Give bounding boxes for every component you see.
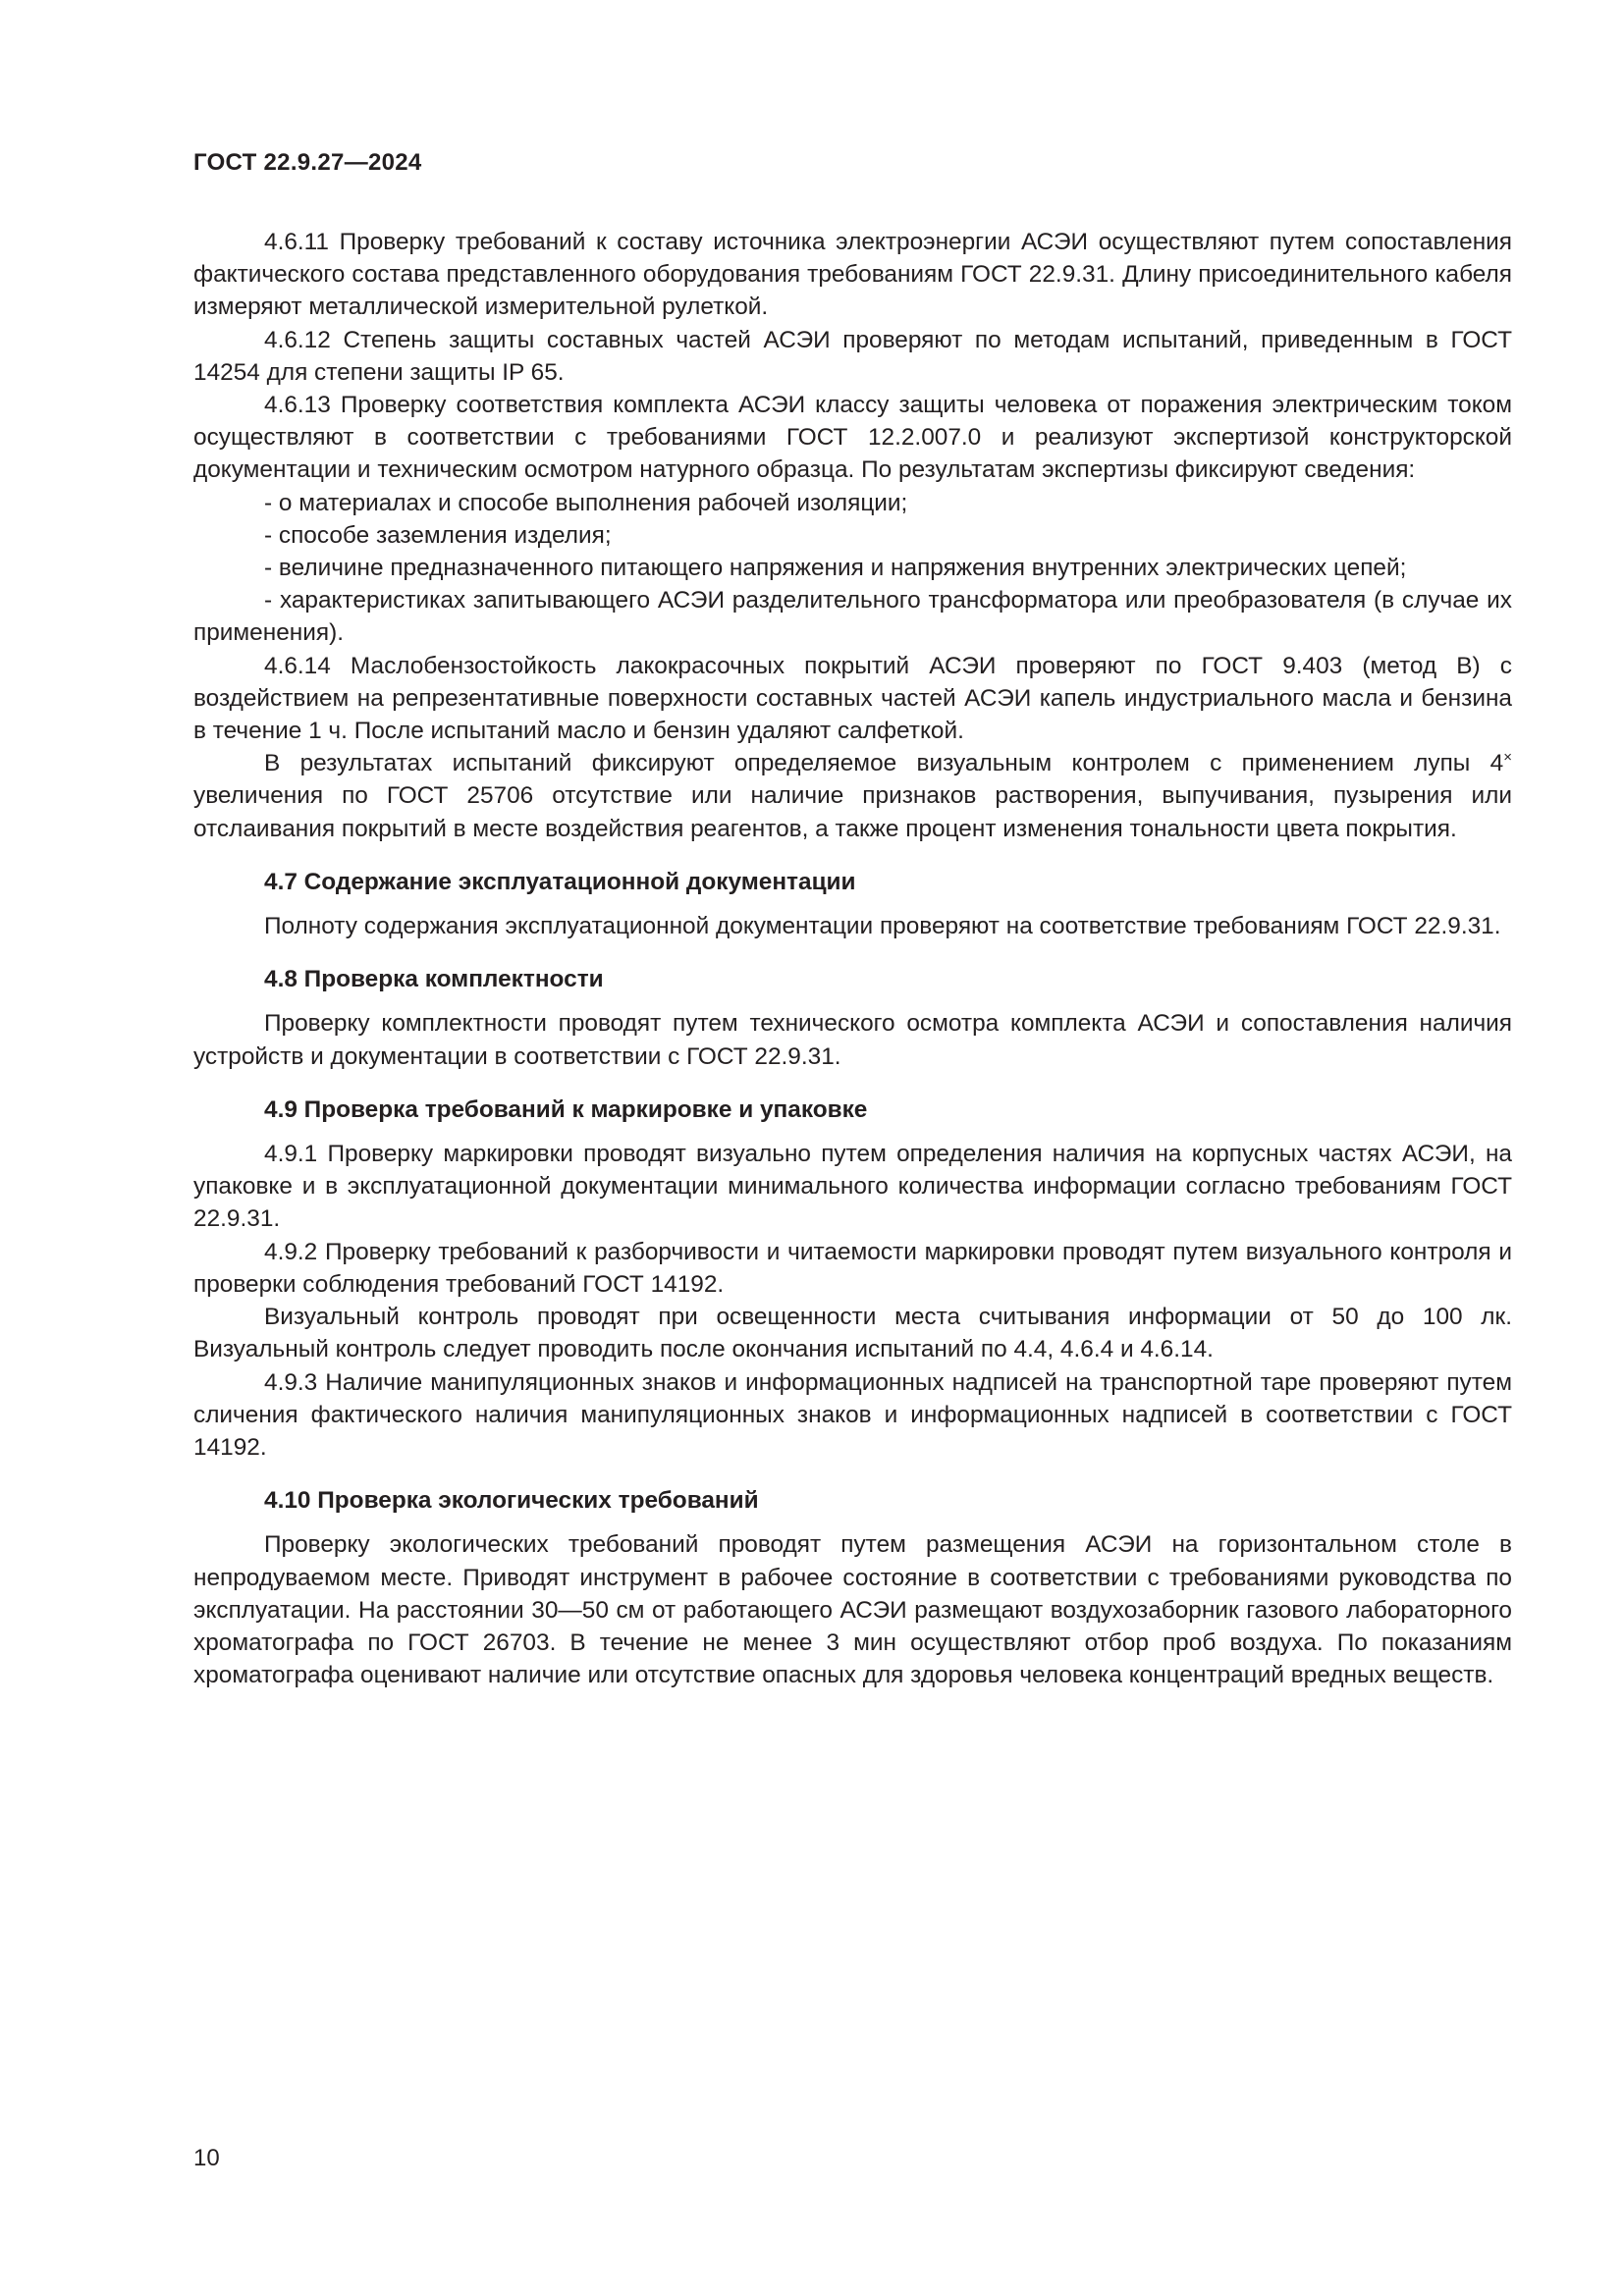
section-heading-4-9: 4.9 Проверка требований к маркировке и упаковке [264, 1095, 868, 1123]
paragraph-4-8: Проверку комплектности проводят путем технического осмотра комплекта АСЭИ и сопоставления наличия устройств и документации в соответствии с ГОСТ 22.9.31. [193, 1010, 1512, 1070]
paragraph-4-9-1: 4.9.1 Проверку маркировки проводят визуально путем определения наличия на корпусных частях АСЭИ, на упаковке и в эксплуатационной документации минимального количества информации согласно требованиям ГОСТ 22.9.31. [193, 1141, 1512, 1233]
paragraph-4-6-13: 4.6.13 Проверку соответствия комплекта АСЭИ классу защиты человека от поражения электрическим током осуществляют в соответствии с требованиями ГОСТ 12.2.007.0 и реализуют экспертизой конструкторской документации и техническим осмотром натурного образца. По результатам экспертизы фиксируют сведения: [193, 392, 1512, 484]
paragraph-4-6-14: 4.6.14 Маслобензостойкость лакокрасочных покрытий АСЭИ проверяют по ГОСТ 9.403 (метод В) с воздействием на репрезентативные поверхности составных частей АСЭИ капель индустриального масла и бензина в течение 1 ч. После испытаний масло и бензин удаляют салфеткой. [193, 652, 1512, 745]
results-text-end: увеличения по ГОСТ 25706 отсутствие или наличие признаков растворения, выпучивания, пузырения или отслаивания покрытий в месте воздействия реагентов, а также процент изменения тональности цвета покрытия. [193, 782, 1512, 842]
page-number: 10 [193, 2145, 220, 2171]
magnification-superscript: × [1503, 749, 1512, 767]
paragraph-4-6-12: 4.6.12 Степень защиты составных частей АСЭИ проверяют по методам испытаний, приведенным в ГОСТ 14254 для степени защиты IP 65. [193, 326, 1512, 386]
list-item: - способе заземления изделия; [264, 521, 612, 549]
list-item: - о материалах и способе выполнения рабочей изоляции; [264, 489, 908, 516]
results-text-start: В результатах испытаний фиксируют определяемое визуальным контролем с применением лупы 4 [264, 750, 1504, 777]
paragraph-visual-control: Визуальный контроль проводят при освещенности места считывания информации от 50 до 100 лк. Визуальный контроль следует проводить после окончания испытаний по 4.4, 4.6.4 и 4.6.14. [193, 1304, 1512, 1363]
section-heading-4-7: 4.7 Содержание эксплуатационной документации [264, 868, 856, 895]
paragraph-4-9-3: 4.9.3 Наличие манипуляционных знаков и информационных надписей на транспортной таре проверяют путем сличения фактического наличия манипуляционных знаков и информационных надписей в соответствии с ГОСТ 14192. [193, 1368, 1512, 1461]
paragraph-test-results [193, 747, 1512, 845]
list-item: - величине предназначенного питающего напряжения и напряжения внутренних электрических цепей; [264, 555, 1407, 582]
section-heading-4-10: 4.10 Проверка экологических требований [264, 1487, 759, 1515]
paragraph-4-10: Проверку экологических требований проводят путем размещения АСЭИ на горизонтальном столе в непродуваемом месте. Приводят инструмент в рабочее состояние в соответствии с требованиями руководства по эксплуатации. На расстоянии 30—50 см от работающего АСЭИ размещают воздухозаборник газового лабораторного хроматографа по ГОСТ 26703. В течение не менее 3 мин осуществляют отбор проб воздуха. По показаниям хроматографа оценивают наличие или отсутствие опасных для здоровья человека концентраций вредных веществ. [193, 1531, 1512, 1689]
section-heading-4-8: 4.8 Проверка комплектности [264, 966, 604, 993]
document-header: ГОСТ 22.9.27—2024 [193, 149, 422, 176]
paragraph-4-9-2: 4.9.2 Проверку требований к разборчивости и читаемости маркировки проводят путем визуального контроля и проверки соблюдения требований ГОСТ 14192. [193, 1238, 1512, 1298]
paragraph-4-7: Полноту содержания эксплуатационной документации проверяют на соответствие требованиям ГОСТ 22.9.31. [264, 913, 1501, 940]
paragraph-4-6-11: 4.6.11 Проверку требований к составу источника электроэнергии АСЭИ осуществляют путем сопоставления фактического состава представленного оборудования требованиям ГОСТ 22.9.31. Длину присоединительного кабеля измеряют металлической измерительной рулеткой. [193, 229, 1512, 321]
list-item: - характеристиках запитывающего АСЭИ разделительного трансформатора или преобразователя (в случае их применения). [193, 587, 1512, 647]
document-body [193, 226, 1512, 1691]
